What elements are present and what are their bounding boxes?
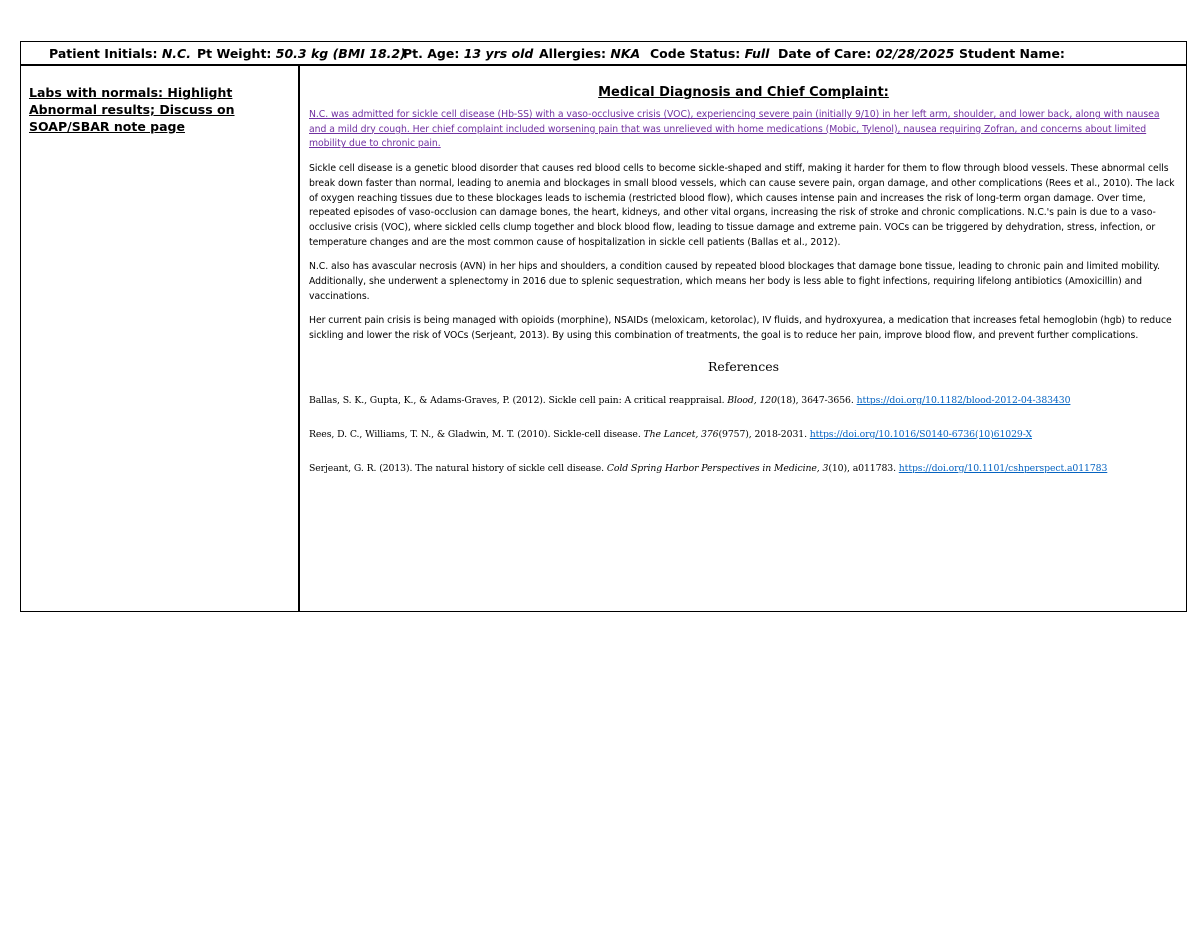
code-status: Code Status: Full: [650, 46, 770, 61]
chief-complaint-text: N.C. was admitted for sickle cell disease (Hb-SS) with a vaso-occlusive crisis (VOC), experiencing severe pain (initially 9/10) in her left arm, shoulder, and lower back, along with nausea and a mild dry cough. Her chief complaint included worsening pain that was unrelieved with home medications (Mobic, Tylenol), nausea requiring Zofran, and concerns about limited mobility due to chronic pain.: [309, 109, 1160, 150]
reference-item: Rees, D. C., Williams, T. N., & Gladwin, M. T. (2010). Sickle-cell disease. The Lancet, 376(9757), 2018-2031. https://doi.org/10.1016/S0140-6736(10)61029-X: [309, 428, 1032, 440]
pathophysiology-paragraph: Sickle cell disease is a genetic blood disorder that causes red blood cells to become sickle-shaped and stiff, making it harder for them to flow through blood vessels. These abnormal cells break down faster than normal, leading to anemia and blockages in small blood vessels, which can cause severe pain, organ damage, and other complications (Rees et al., 2010). The lack of oxygen reaching tissues due to these blockages leads to ischemia (restricted blood flow), which causes intense pain and increases the risk of long-term organ damage. Over time, repeated episodes of vaso-occlusion can damage bones, the heart, kidneys, and other vital organs, increasing the risk of stroke and chronic complications. N.C.'s pain is due to a vaso-occlusive crisis (VOC), where sickled cells clump together and block blood flow, leading to tissue damage and extreme pain. VOCs can be triggered by dehydration, stress, infection, or temperature changes and are the most common cause of hospitalization in sickle cell patients (Ballas et al., 2012).: [309, 163, 1175, 248]
avn-paragraph: N.C. also has avascular necrosis (AVN) in her hips and shoulders, a condition caused by repeated blood blockages that damage bone tissue, leading to chronic pain and limited mobility. Additionally, she underwent a splenectomy in 2016 due to splenic sequestration, which means her body is less able to fight infections, requiring lifelong antibiotics (Amoxicillin) and vaccinations.: [309, 261, 1160, 302]
patient-initials: Patient Initials: N.C.: [49, 46, 191, 61]
reference-link[interactable]: https://doi.org/10.1016/S0140-6736(10)61029-X: [809, 428, 1032, 440]
labs-title: Labs with normals: Highlight Abnormal results; Discuss on SOAP/SBAR note page: [29, 85, 235, 134]
patient-header: [21, 42, 1186, 66]
references-title: References: [707, 358, 780, 374]
labs-column: [21, 64, 300, 611]
patient-age: Pt. Age: 13 yrs old: [403, 46, 534, 61]
treatment-paragraph: Her current pain crisis is being managed with opioids (morphine), NSAIDs (meloxicam, ketorolac), IV fluids, and hydroxyurea, a medication that increases fetal hemoglobin (hgb) to reduce sickling and lower the risk of VOCs (Serjeant, 2013). By using this combination of treatments, the goal is to reduce her pain, improve blood flow, and prevent further complications.: [309, 315, 1172, 342]
reference-link[interactable]: https://doi.org/10.1182/blood-2012-04-383430: [856, 394, 1071, 406]
reference-item: Serjeant, G. R. (2013). The natural history of sickle cell disease. Cold Spring Harbor Perspectives in Medicine, 3(10), a011783. https://doi.org/10.1101/cshperspect.a011783: [309, 462, 1108, 474]
patient-weight: Pt Weight: 50.3 kg (BMI 18.2): [197, 46, 406, 61]
care-plan-sheet: [20, 41, 1187, 612]
diagnosis-column: [301, 64, 1186, 611]
reference-link[interactable]: https://doi.org/10.1101/cshperspect.a011783: [898, 462, 1108, 474]
date-of-care: Date of Care: 02/28/2025: [778, 46, 955, 61]
patient-allergies: Allergies: NKA: [539, 46, 641, 61]
diagnosis-title: Medical Diagnosis and Chief Complaint:: [598, 85, 889, 100]
student-name: Student Name:: [959, 46, 1065, 61]
reference-item: Ballas, S. K., Gupta, K., & Adams-Graves, P. (2012). Sickle cell pain: A critical reappraisal. Blood, 120(18), 3647-3656. https://doi.org/10.1182/blood-2012-04-383430: [309, 394, 1071, 406]
